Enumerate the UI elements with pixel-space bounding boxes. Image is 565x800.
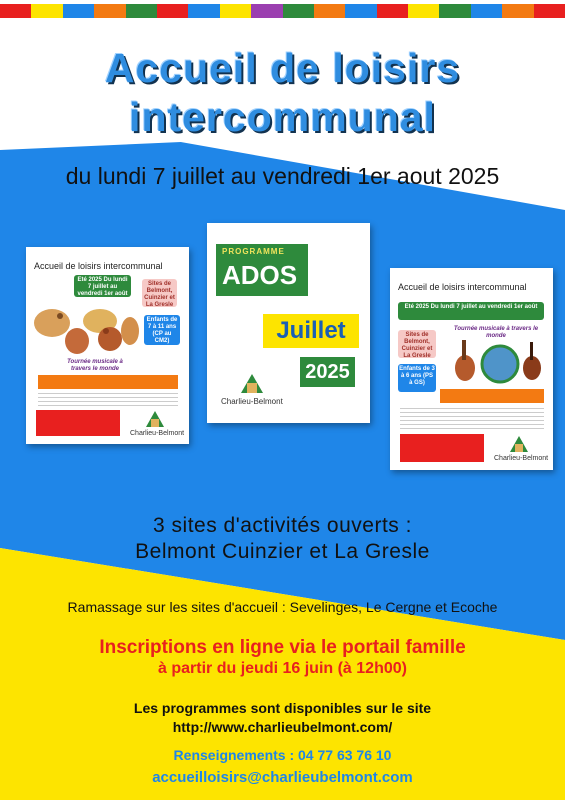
brochure-sites: Sites de Belmont, Cuinzier et La Gresle <box>142 279 177 307</box>
world-map-illustration <box>32 301 140 356</box>
brochure-title: Accueil de loisirs intercommunal <box>398 282 527 292</box>
color-stripe <box>0 4 565 18</box>
brochure-info-bar <box>38 375 178 389</box>
brochure-children-7-11 <box>26 247 189 444</box>
pickup-sites: Ramassage sur les sites d'accueil : Sevelinges, Le Cergne et Ecoche <box>67 599 498 615</box>
period-dates: du lundi 7 juillet au vendredi 1er aout 2025 <box>65 163 500 189</box>
page-title-line1: Accueil de loisirs <box>104 45 461 91</box>
programmes-info: Les programmes sont disponibles sur le site <box>133 700 432 716</box>
ados-logo-text: Charlieu-Belmont <box>221 397 283 406</box>
brochure-logo-text: Charlieu-Belmont <box>494 455 549 462</box>
brochure-red-notice <box>36 410 120 436</box>
brochure-ados <box>207 223 370 423</box>
brochure-age: Enfants de 7 à 11 ans (CP au CM2) <box>144 315 180 345</box>
logo-icon <box>239 371 265 395</box>
year-label: 2025 <box>300 357 355 387</box>
brochure-text-lines <box>38 393 178 407</box>
registration-heading: Inscriptions en ligne via le portail famille <box>99 637 466 658</box>
instruments-illustration <box>440 338 548 384</box>
logo-icon <box>144 407 166 429</box>
sites-heading: 3 sites d'activités ouverts : <box>153 514 412 537</box>
brochure-title: Accueil de loisirs intercommunal <box>34 261 163 271</box>
brochure-sites: Sites de Belmont, Cuinzier et La Gresle <box>398 330 436 358</box>
brochure-theme: Tournée musicale à travers le monde <box>453 326 539 339</box>
logo-icon <box>508 432 530 454</box>
brochure-dates: Eté 2025 Du lundi 7 juillet au vendredi 1er août <box>398 302 544 320</box>
registration-date: à partir du jeudi 16 juin (à 12h00) <box>158 660 407 677</box>
sites-names: Belmont Cuinzier et La Gresle <box>135 540 430 563</box>
programme-label: PROGRAMME <box>222 247 285 256</box>
website-link[interactable]: http://www.charlieubelmont.com/ <box>172 719 393 735</box>
brochure-text-lines <box>400 408 544 430</box>
brochure-red-notice <box>400 434 484 462</box>
brochure-logo-text: Charlieu-Belmont <box>130 430 185 437</box>
brochure-age: Enfants de 3 à 6 ans (PS à GS) <box>398 364 436 392</box>
brochure-dates: Eté 2025 Du lundi 7 juillet au vendredi 1er août <box>74 275 131 297</box>
brochure-children-3-6 <box>390 268 553 470</box>
brochure-info-bar <box>440 389 544 403</box>
contact-phone: Renseignements : 04 77 63 76 10 <box>173 747 392 763</box>
brochure-theme: Tournée musicale à travers le monde <box>67 359 123 372</box>
page-title-line2: intercommunal <box>129 94 436 140</box>
month-label: Juillet <box>263 314 359 348</box>
contact-email[interactable]: accueilloisirs@charlieubelmont.com <box>152 769 413 786</box>
ados-label: ADOS <box>222 260 298 290</box>
